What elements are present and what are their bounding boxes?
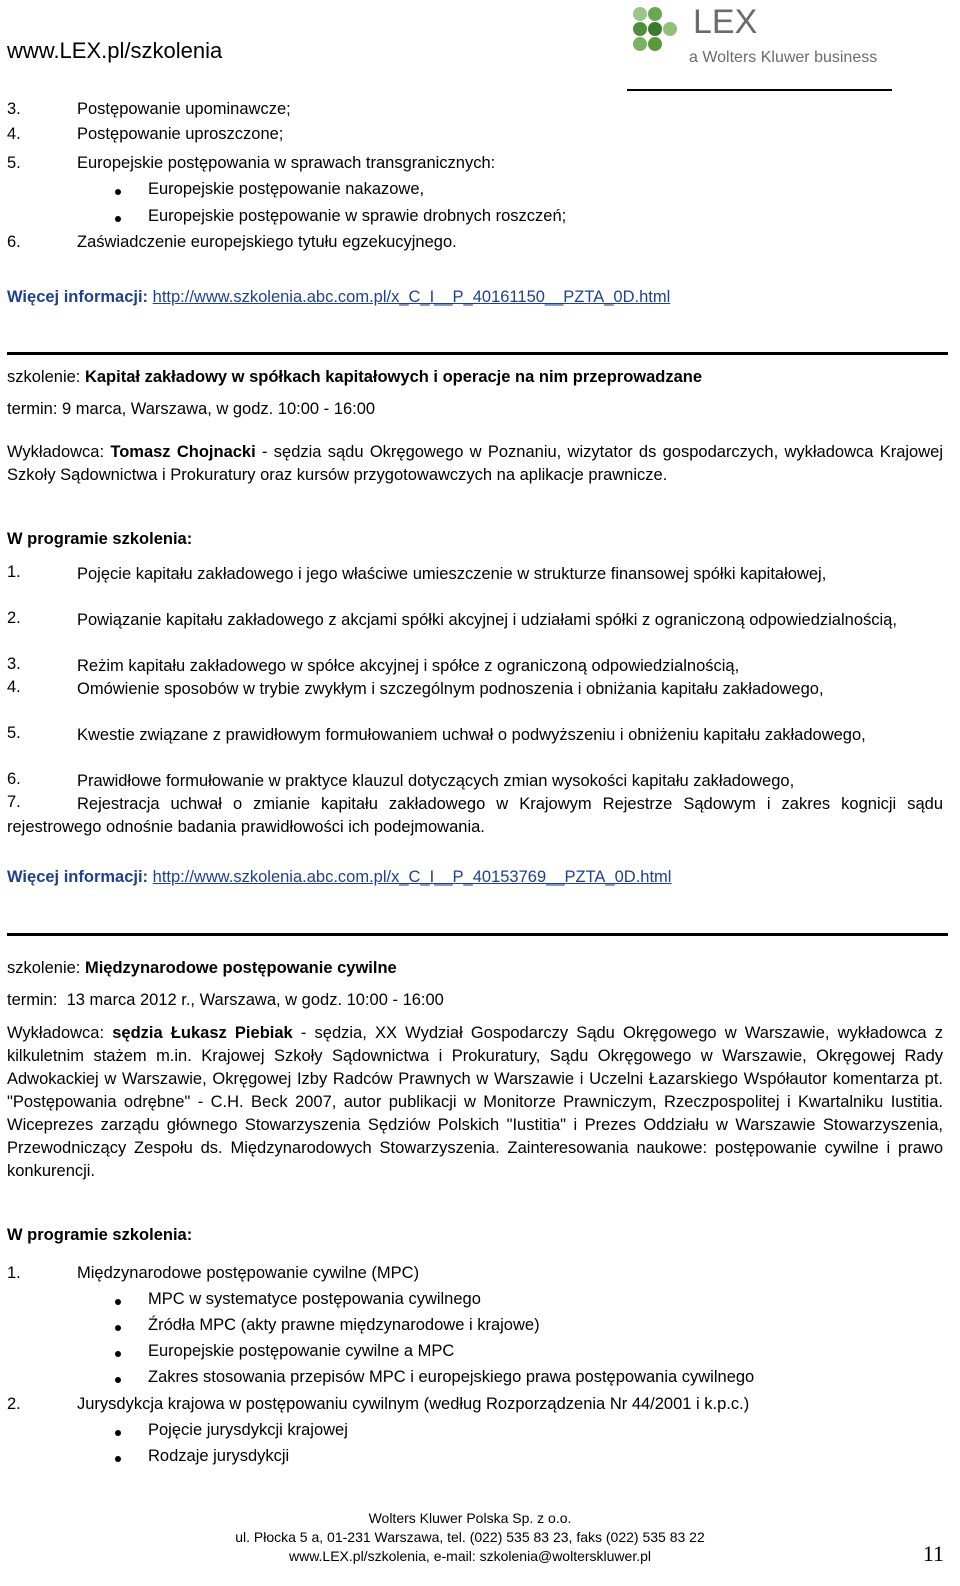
bullet-item: Źródła MPC (akty prawne międzynarodowe i krajowe): [148, 1316, 540, 1334]
more-info: [7, 288, 670, 307]
more-info-label: Więcej informacji:: [7, 868, 149, 886]
more-info-link[interactable]: http://www.szkolenia.abc.com.pl/x_C_I__P_40161150__PZTA_0D.html: [152, 288, 671, 306]
lecturer-desc: - sędzia sądu Okręgowego w Poznaniu, wizytator ds gospodarczych, wykładowca Krajowej Szkoły Sądownictwa i Prokuratury oraz kursów przygotowawczych na aplikacje prawnicze.: [7, 443, 943, 484]
list-number: 3.: [7, 100, 21, 118]
bullet-icon: [115, 1377, 121, 1383]
list-number: 1.: [7, 1264, 21, 1282]
bullet-item: Europejskie postępowanie nakazowe,: [148, 180, 425, 198]
bullet-icon: [115, 1456, 121, 1462]
program-heading: W programie szkolenia:: [7, 530, 193, 548]
list-number: 3.: [7, 655, 21, 673]
lecturer-label: Wykładowca:: [7, 1024, 113, 1042]
term-value: 9 marca, Warszawa, w godz. 10:00 - 16:00: [57, 400, 376, 418]
program-item: Międzynarodowe postępowanie cywilne (MPC): [77, 1264, 420, 1282]
section-divider: [7, 352, 948, 355]
page-number: 11: [922, 1541, 944, 1566]
bullet-icon: [115, 1299, 121, 1305]
list-number: 7.: [7, 793, 21, 811]
course-label: szkolenie:: [7, 959, 81, 977]
more-info: [7, 868, 671, 887]
list-number: 5.: [7, 154, 21, 172]
program-item: Pojęcie kapitału zakładowego i jego właściwe umieszczenie w strukturze finansowej spółki kapitałowej,: [77, 565, 827, 583]
logo-word: LEX: [693, 3, 758, 41]
program-item: Kwestie związane z prawidłowym formułowaniem uchwał o podwyższeniu i obniżeniu kapitału zakładowego,: [77, 726, 866, 744]
program-item: Rejestracja uchwał o zmianie kapitału zakładowego w Krajowym Rejestrze Sądowym i zakres kognicji sądu rejestrowego odnośnie badania prawidłowości ich podejmowania.: [7, 795, 943, 836]
course-title: [7, 959, 397, 978]
bullet-icon: [115, 1351, 121, 1357]
course-term: [7, 400, 375, 419]
footer-company: Wolters Kluwer Polska Sp. z o.o.: [368, 1510, 572, 1526]
program-item: Prawidłowe formułowanie w praktyce klauzul dotyczących zmian wysokości kapitału zakładowego,: [77, 772, 795, 790]
term-value: 13 marca 2012 r., Warszawa, w godz. 10:00 - 16:00: [66, 991, 444, 1009]
header-url[interactable]: www.LEX.pl/szkolenia: [7, 38, 223, 63]
logo-subtitle: a Wolters Kluwer business: [689, 49, 878, 66]
course-label: szkolenie:: [7, 368, 81, 386]
list-item: Postępowanie upominawcze;: [77, 100, 291, 118]
bullet-item: Rodzaje jurysdykcji: [148, 1447, 290, 1465]
bullet-icon: [115, 216, 121, 222]
bullet-item: Europejskie postępowanie w sprawie drobnych roszczeń;: [148, 207, 567, 225]
lecturer-label: Wykładowca:: [7, 443, 111, 461]
list-item: Postępowanie uproszczone;: [77, 125, 284, 143]
list-number: 2.: [7, 609, 21, 627]
lex-logo: [627, 5, 897, 69]
lecturer-paragraph: [7, 441, 943, 487]
bullet-item: MPC w systematyce postępowania cywilnego: [148, 1290, 481, 1308]
course-term: [7, 991, 444, 1010]
list-item: Zaświadczenie europejskiego tytułu egzekucyjnego.: [77, 233, 457, 251]
lecturer-paragraph: [7, 1022, 943, 1183]
bullet-item: Pojęcie jurysdykcji krajowej: [148, 1421, 348, 1439]
bullet-icon: [115, 189, 121, 195]
program-heading: W programie szkolenia:: [7, 1226, 193, 1244]
list-number: 6.: [7, 770, 21, 788]
list-number: 6.: [7, 233, 21, 251]
list-number: 1.: [7, 563, 21, 581]
more-info-link[interactable]: http://www.szkolenia.abc.com.pl/x_C_I__P_40153769__PZTA_0D.html: [152, 868, 672, 886]
list-number: 4.: [7, 678, 21, 696]
bullet-icon: [115, 1325, 121, 1331]
lex-logo-mark-icon: [627, 5, 689, 55]
lecturer-name: sędzia Łukasz Piebiak: [112, 1024, 293, 1042]
footer-address: ul. Płocka 5 a, 01-231 Warszawa, tel. (022) 535 83 23, faks (022) 535 83 22: [235, 1529, 705, 1545]
lecturer-name: Tomasz Chojnacki: [110, 443, 256, 461]
program-item: Powiązanie kapitału zakładowego z akcjami spółki akcyjnej i udziałami spółki z ograniczoną odpowiedzialnością,: [77, 611, 897, 629]
program-item: Jurysdykcja krajowa w postępowaniu cywilnym (według Rozporządzenia Nr 44/2001 i k.p.c.): [77, 1395, 750, 1413]
list-number: 2.: [7, 1395, 21, 1413]
more-info-label: Więcej informacji:: [7, 288, 149, 306]
lecturer-desc: - sędzia, XX Wydział Gospodarczy Sądu Okręgowego w Warszawie, wykładowca z kilkuletnim stażem m.in. Krajowej Szkoły Sądownictwa i Prokuratury, Sądu Okręgowego w Warszawie, Okręgowej Rady Adwokackiej w Warszawie, Okręgowej Izby Radców Prawnych w Warszawie i Uczelni Łazarskiego Współautor komentarza pt. "Postępowania odrębne" - C.H. Beck 2007, autor publikacji w Monitorze Prawniczym, Rzeczpospolitej i Kwartalniku Iustitia. Wiceprezes zarządu głównego Stowarzyszenia Sędziów Polskich "Iustitia" i Prezes Oddziału w Warszawie Stowarzyszenia, Przewodniczący Zespołu ds. Międzynarodowych Stowarzyszenia. Zainteresowania naukowe: postępowanie cywilne i prawo konkurencji.: [7, 1024, 943, 1180]
bullet-item: Europejskie postępowanie cywilne a MPC: [148, 1342, 455, 1360]
footer-web[interactable]: www.LEX.pl/szkolenia, e-mail: szkolenia@wolterskluwer.pl: [288, 1548, 652, 1564]
header-divider: [627, 89, 892, 91]
term-label: termin:: [7, 991, 58, 1009]
course-title: [7, 368, 702, 387]
bullet-item: Zakres stosowania przepisów MPC i europejskiego prawa postępowania cywilnego: [148, 1368, 755, 1386]
list-item: Europejskie postępowania w sprawach transgranicznych:: [77, 154, 496, 172]
list-number: 5.: [7, 724, 21, 742]
course-name: Międzynarodowe postępowanie cywilne: [84, 959, 397, 977]
course-name: Kapitał zakładowy w spółkach kapitałowych i operacje na nim przeprowadzane: [84, 368, 703, 386]
section-divider: [7, 933, 948, 936]
program-item: Omówienie sposobów w trybie zwykłym i szczególnym podnoszenia i obniżania kapitału zakładowego,: [77, 680, 824, 698]
bullet-icon: [115, 1430, 121, 1436]
list-number: 4.: [7, 125, 21, 143]
term-label: termin:: [7, 400, 58, 418]
program-item: Reżim kapitału zakładowego w spółce akcyjnej i spółce z ograniczoną odpowiedzialnością,: [77, 657, 740, 675]
